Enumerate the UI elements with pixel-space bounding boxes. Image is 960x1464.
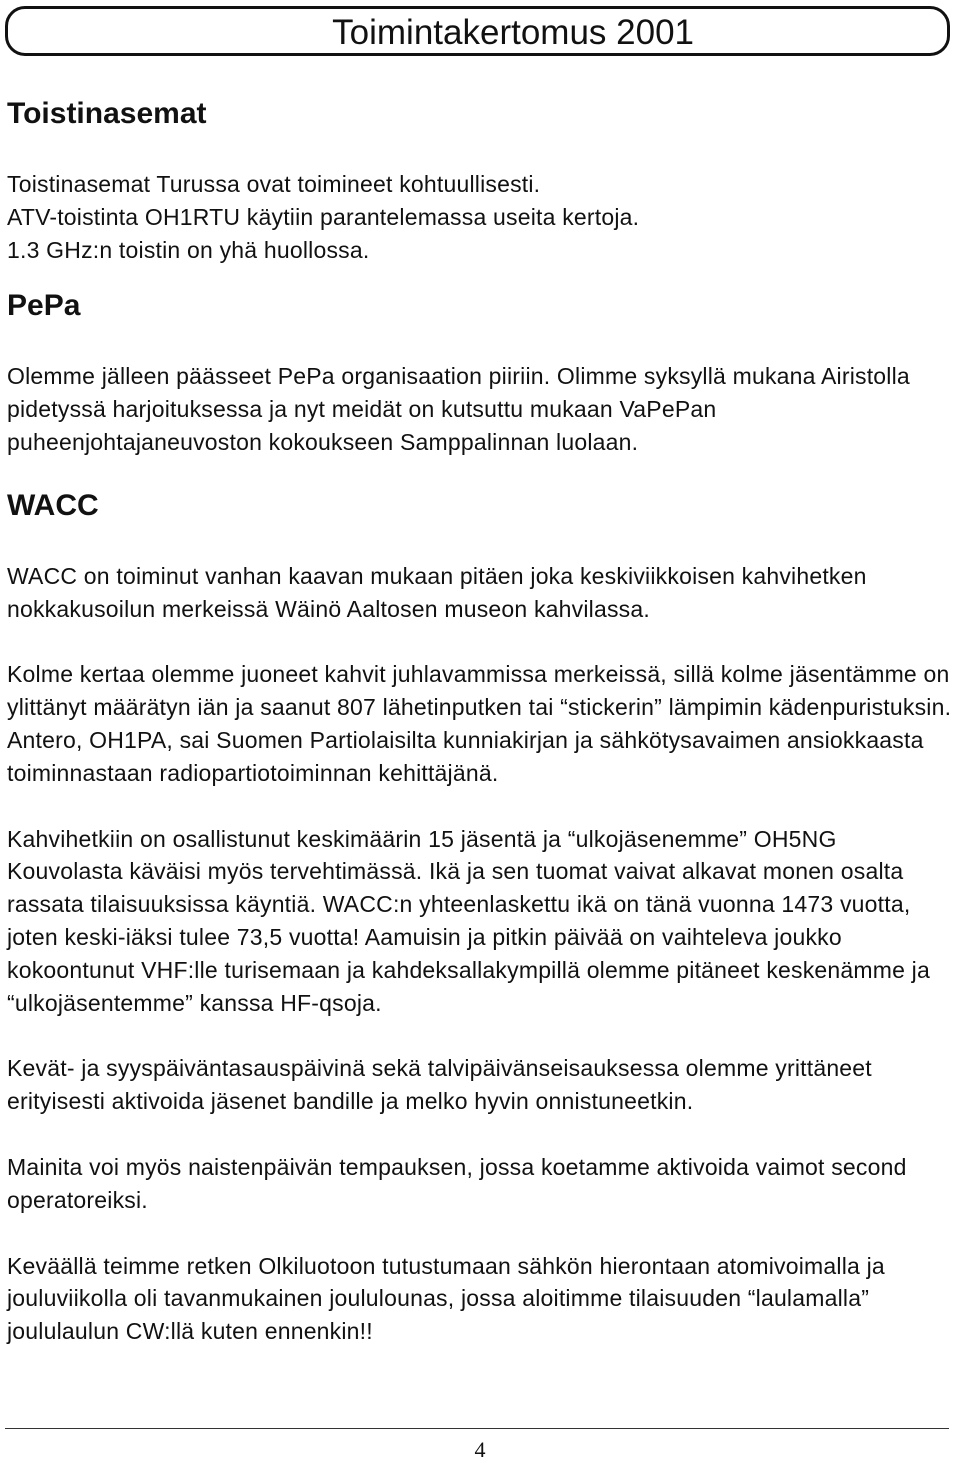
paragraph-wacc-1: WACC on toiminut vanhan kaavan mukaan pitäen joka keskiviikkoisen kahvihetken nokkakusoilun merkeissä Wäinö Aaltosen museon kahvilassa. (7, 562, 867, 622)
footer-divider (5, 1428, 949, 1429)
paragraph-pepa: Olemme jälleen päässeet PePa organisaation piiriin. Olimme syksyllä mukana Airistolla pidetyssä harjoituksessa ja nyt meidät on kutsuttu mukaan VaPePan puheenjohtajaneuvoston kokoukseen Samppalinnan luolaan. (7, 363, 910, 455)
section-heading-pepa: PePa (7, 289, 81, 323)
paragraph-wacc-6: Keväällä teimme retken Olkiluotoon tutustumaan sähkön hierontaan atomivoimalla ja jouluviikolla oli tavanmukainen joululounas, jossa aloitimme tilaisuuden “laulamalla” joululaulun CW:llä kuten ennenkin!! (7, 1252, 885, 1345)
toistinasemat-line-2: ATV-toistinta OH1RTU käytiin parantelemassa useita kertoja. (7, 203, 640, 230)
toistinasemat-line-3: 1.3 GHz:n toistin on yhä huollossa. (7, 236, 370, 263)
paragraph-wacc-3: Kahvihetkiin on osallistunut keskimäärin 15 jäsentä ja “ulkojäsenemme” OH5NG Kouvolasta käväisi myös tervehtimässä. Ikä ja sen tuomat vaivat alkavat monen osalta rassata tilaisuuksissa käyntiä. WACC:n yhteenlaskettu ikä on tänä vuonna 1473 vuotta, joten keski-iäksi tulee 73,5 vuotta! Aamuisin ja pitkin päivää on vaihteleva joukko kokoontunut VHF:lle turisemaan ja kahdeksallakympillä olemme pitäneet keskenämme ja “ulkojäsentemme” kanssa HF-qsoja. (7, 825, 930, 1016)
paragraph-wacc-2: Kolme kertaa olemme juoneet kahvit juhlavammissa merkeissä, sillä kolme jäsentämme on ylittänyt määrätyn iän ja saanut 807 lähetinputken tai “stickerin” lämpimin kädenpuristuksin. Antero, OH1PA, sai Suomen Partiolaisilta kunniakirjan ja sähkötysavaimen ansiokkaasta toiminnastaan radiopartiotoiminnan kehittäjänä. (7, 661, 952, 786)
paragraph-wacc-4: Kevät- ja syyspäiväntasauspäivinä sekä talvipäivänseisauksessa olemme yrittäneet erityisesti aktivoida jäsenet bandille ja melko hyvin onnistuneetkin. (7, 1055, 872, 1115)
paragraph-toistinasemat (7, 168, 952, 266)
page-number: 4 (474, 1437, 486, 1462)
section-heading-toistinasemat: Toistinasemat (7, 97, 207, 130)
section-heading-wacc: WACC (7, 488, 99, 522)
document-title: Toimintakertomus 2001 (332, 13, 694, 52)
toistinasemat-line-1: Toistinasemat Turussa ovat toimineet kohtuullisesti. (7, 171, 541, 197)
document-body (7, 94, 952, 1348)
paragraph-wacc-5: Mainita voi myös naistenpäivän tempauksen, jossa koetamme aktivoida vaimot second operatoreiksi. (7, 1153, 907, 1213)
